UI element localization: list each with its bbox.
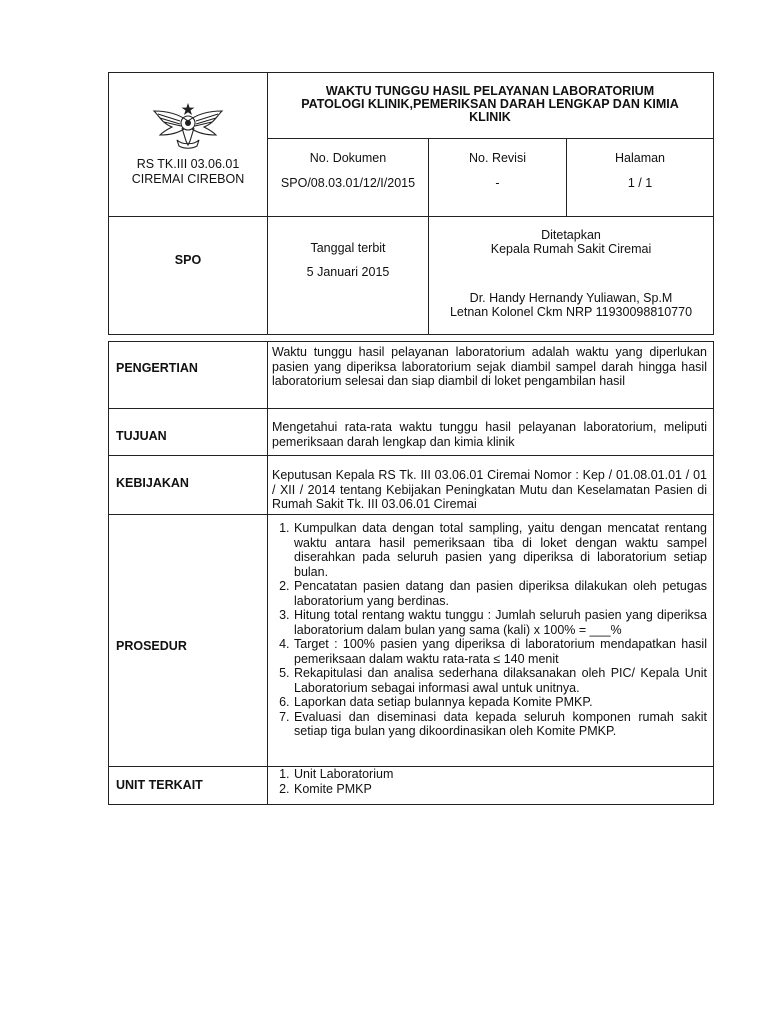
approved-label: Ditetapkan	[541, 228, 601, 242]
prosedur-item: 6. Laporkan data setiap bulannya kepada Komite PMKP.	[293, 695, 707, 710]
prosedur-item: 5. Rekapitulasi dan analisa sederhana dilaksanakan oleh PIC/ Kepala Unit Laboratorium sebagai informasi awal untuk unitnya.	[293, 666, 707, 695]
prosedur-item: 4. Target : 100% pasien yang diperiksa di laboratorium mendapatkan hasil pemeriksaan dalam waktu rata-rata ≤ 140 menit	[293, 637, 707, 666]
revision-label: No. Revisi	[469, 151, 526, 165]
approver-rank: Letnan Kolonel Ckm NRP 11930098810770	[449, 305, 693, 319]
institution-name: RS TK.III 03.06.01 CIREMAI CIREBON	[131, 157, 245, 186]
prosedur-item: 7. Evaluasi dan diseminasi data kepada seluruh komponen rumah sakit setiap tiga bulan yang dikoordinasikan oleh Komite PMKP.	[293, 710, 707, 739]
prosedur-item: 2. Pencatatan pasien datang dan pasien diperiksa dilakukan oleh petugas laboratorium yang berdinas.	[293, 579, 707, 608]
revision-value: -	[495, 176, 500, 190]
kebijakan-text: Keputusan Kepala RS Tk. III 03.06.01 Ciremai Nomor : Kep / 01.08.01.01 / 01 / XII / 2014 tentang Kebijakan Peningkatan Mutu dan Keselamatan Pasien di Rumah Sakit Tk. III 03.06.01 Ciremai	[272, 468, 707, 511]
prosedur-list-wrap	[272, 521, 707, 739]
pengertian-text: Waktu tunggu hasil pelayanan laboratorium adalah waktu yang diperlukan pasien yang diperiksa laboratorium sejak diambil sampel darah hingga hasil laboratorium selesai dan siap diambil di loket pengambilan hasil	[272, 345, 707, 388]
prosedur-item: 3. Hitung total rentang waktu tunggu : Jumlah seluruh pasien yang diperiksa laboratorium dalam bulan yang sama (kali) x 100% = ___%	[293, 608, 707, 637]
approver-name: Dr. Handy Hernandy Yuliawan, Sp.M	[469, 291, 673, 305]
tujuan-label: TUJUAN	[116, 429, 167, 443]
unit-terkait-label: UNIT TERKAIT	[116, 778, 203, 792]
unit-terkait-list	[272, 767, 707, 796]
prosedur-list	[272, 521, 707, 739]
pengertian-label: PENGERTIAN	[116, 361, 198, 375]
document-title: WAKTU TUNGGU HASIL PELAYANAN LABORATORIUM PATOLOGI KLINIK,PEMERIKSAN DARAH LENGKAP DAN KIMIA KLINIK	[301, 84, 679, 124]
prosedur-item: 1. Kumpulkan data dengan total sampling, yaitu dengan mencatat rentang waktu antara hasil pemeriksaan tiba di loket dengan waktu sampel diserahkan pada seluruh pasien yang diperiksa di laboratorium setiap bulan.	[293, 521, 707, 579]
spo-label-cell	[108, 216, 268, 335]
issue-date-label: Tanggal terbit	[310, 241, 386, 255]
unit-terkait-item: 1. Unit Laboratorium	[293, 767, 707, 782]
unit-terkait-item: 2. Komite PMKP	[293, 782, 707, 797]
page-value: 1 / 1	[627, 176, 653, 190]
emblem-icon	[150, 99, 226, 153]
doc-no-value: SPO/08.03.01/12/I/2015	[280, 176, 416, 190]
page-label: Halaman	[614, 151, 666, 165]
spo-label: SPO	[174, 253, 202, 267]
unit-terkait-list-wrap	[272, 767, 707, 796]
kebijakan-label: KEBIJAKAN	[116, 476, 189, 490]
approver-title: Kepala Rumah Sakit Ciremai	[490, 242, 652, 256]
tujuan-text: Mengetahui rata-rata waktu tunggu hasil pelayanan laboratorium, meliputi pemeriksaan darah lengkap dan kimia klinik	[272, 420, 707, 449]
issue-date-value: 5 Januari 2015	[306, 265, 390, 279]
prosedur-label: PROSEDUR	[116, 639, 187, 653]
doc-no-label: No. Dokumen	[309, 151, 387, 165]
